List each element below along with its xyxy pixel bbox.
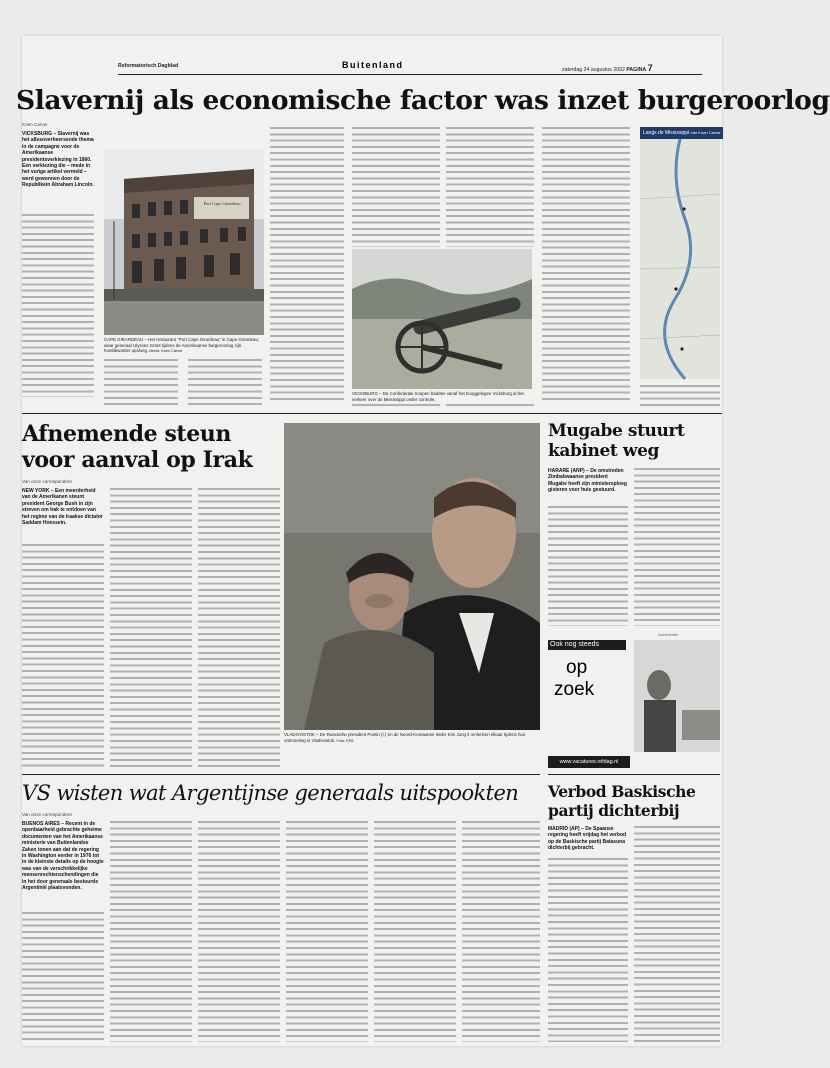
lead-article1: VICKSBURG – Slavernij was het allesoverheersende thema in de campagne voor de Amerikaanse presidentsverkiezing in 1860. Een verkiezing die – mede in het vurige artikel vermeld – werd gewonnen door de Republikein Abraham Lincoln. bbox=[22, 131, 94, 189]
map-mississippi bbox=[640, 127, 720, 379]
lead-article3: HARARE (ANP) – De omstreden Zimbabwaanse president Mugabe heeft zijn ministersploeg gisteren voor huis gestuurd. bbox=[548, 468, 627, 494]
photo-vicksburg-cannon bbox=[352, 249, 532, 389]
caption-poetin-kim bbox=[284, 732, 540, 744]
body-text-article2-col2 bbox=[110, 488, 192, 768]
photo-cape-girardeau bbox=[104, 149, 264, 335]
body-text-article4-col3 bbox=[198, 821, 280, 1042]
lead-article5: MADRID (AP) – De Spaanse regering heeft vrijdag het verbod op de Baskische partij Batasuna dichterbij gebracht. bbox=[548, 826, 627, 852]
ad-tag: Ook nog steeds bbox=[548, 640, 626, 650]
body-text-article1-col7 bbox=[542, 127, 630, 403]
header-rule bbox=[118, 74, 702, 75]
issue-date: zaterdag 24 augustus 2002 bbox=[562, 67, 625, 73]
headline-mugabe-line1: Mugabe stuurt bbox=[548, 421, 685, 441]
body-text-article5-col2 bbox=[634, 826, 720, 1042]
page-label: PAGINA bbox=[626, 67, 647, 73]
ad-url-link[interactable]: www.vacatures.refdag.nl bbox=[548, 756, 630, 768]
body-text-article4-col1 bbox=[22, 912, 104, 1042]
advertisement-vacatures[interactable] bbox=[548, 632, 720, 770]
headline-irak-line1: Afnemende steun bbox=[22, 421, 231, 447]
page-header-right bbox=[562, 63, 653, 74]
credit-2: Foto: EPA bbox=[336, 738, 354, 743]
headline-argentinie: VS wisten wat Argentijnse generaals uitspookten bbox=[22, 781, 519, 805]
body-text-article2-col3 bbox=[198, 488, 280, 768]
headline-slavernij: Slavernij als economische factor was inzet burgeroorlog bbox=[16, 85, 830, 116]
page-number: 7 bbox=[647, 63, 653, 73]
newspaper-page bbox=[16, 36, 830, 1046]
section-rule-2 bbox=[22, 774, 540, 775]
section-rule-1 bbox=[22, 413, 722, 414]
ad-big-zoek: zoek bbox=[554, 679, 595, 700]
body-text-article1-col6 bbox=[446, 127, 534, 247]
caption-text-1: CAPE GIRARDEAU – Het restaurant "Port Cape Girardeau" in Cape Girardeau, waar generaal Ulysses Grant tijdens de Amerikaanse burgeroorlog zijn hoofdkwartier opsloeg. bbox=[104, 337, 260, 354]
body-text-article1-col5b bbox=[352, 404, 440, 410]
byline-article1: Koen Carver bbox=[22, 122, 48, 127]
ad-label: Advertentie bbox=[658, 632, 679, 637]
ad-big-op: op bbox=[566, 657, 588, 678]
byline-article2: Van onze correspondent bbox=[22, 479, 72, 484]
headline-baskische: partij dichterbij bbox=[548, 801, 680, 820]
body-text-article1-col2 bbox=[104, 359, 178, 405]
map-sublabel: met Koen Carver bbox=[690, 130, 721, 135]
body-text-article1-col8 bbox=[640, 385, 720, 410]
caption-text-2: VLADIVOSTOK – De Russische president Poetin (r.) en de Noord-Koreaanse leider Kim Jong Il omhelzen elkaar tijdens hun ontmoeting in Vladivostok. bbox=[284, 732, 526, 743]
body-text-article1-col4 bbox=[270, 127, 344, 403]
body-text-article1-col3 bbox=[188, 359, 262, 405]
body-text-article3-col1 bbox=[548, 506, 628, 626]
body-text-article2-col1 bbox=[22, 544, 104, 768]
caption-cape-girardeau bbox=[104, 337, 264, 355]
caption-vicksburg: VICKSBURG – De Confederale troepen hadden vanaf het hooggelegen Vicksburg al het verkeer over de Mississippi onder controle. bbox=[352, 391, 524, 402]
body-text-article1-col1 bbox=[22, 214, 94, 397]
building-sign: Port Cape Girardeau bbox=[203, 201, 241, 206]
headline-baskische-line1: Verbod Baskische bbox=[548, 782, 696, 801]
lead-article4: BUENOS AIRES – Recent in de openbaarheid gebrachte geheime documenten van het Amerikaanse ministerie van Buitenlandse Zaken tonen aan dat de regering in Washington eerder in 1976 tot in de kleinste details op de hoogte was van de verschrikkelijke mensenrechtenschendingen die in het door generaals bestuurde Argentinië plaatsvonden. bbox=[22, 821, 104, 892]
credit-1: Beeld: Koen Carver bbox=[149, 349, 183, 354]
headline-irak: voor aanval op Irak bbox=[22, 447, 253, 473]
body-text-article3-col2 bbox=[634, 468, 720, 626]
ad-photo bbox=[634, 640, 720, 752]
section-rule-3 bbox=[548, 774, 720, 775]
body-text-article5-col1 bbox=[548, 858, 628, 1042]
headline-mugabe: kabinet weg bbox=[548, 441, 660, 461]
body-text-article4-col2 bbox=[110, 821, 192, 1042]
map-label: Langs de Mississippi bbox=[643, 130, 690, 136]
body-text-article4-col5 bbox=[374, 821, 456, 1042]
map-title bbox=[640, 127, 723, 139]
body-text-article1-col5 bbox=[352, 127, 440, 247]
body-text-article4-col4 bbox=[286, 821, 368, 1042]
lead-article2: NEW YORK – Een meerderheid van de Amerikanen steunt president George Bush in zijn streven om Irak te ontdoen van het regime van de Iraakse dictator Saddam Hoessein. bbox=[22, 488, 103, 527]
newspaper-name: Reformatorisch Dagblad bbox=[118, 63, 179, 69]
body-text-article1-col6b bbox=[446, 404, 534, 410]
byline-article4: Van onze correspondent bbox=[22, 812, 72, 817]
section-name: Buitenland bbox=[342, 60, 404, 70]
photo-poetin-kim bbox=[284, 423, 540, 730]
body-text-article4-col6 bbox=[462, 821, 540, 1042]
